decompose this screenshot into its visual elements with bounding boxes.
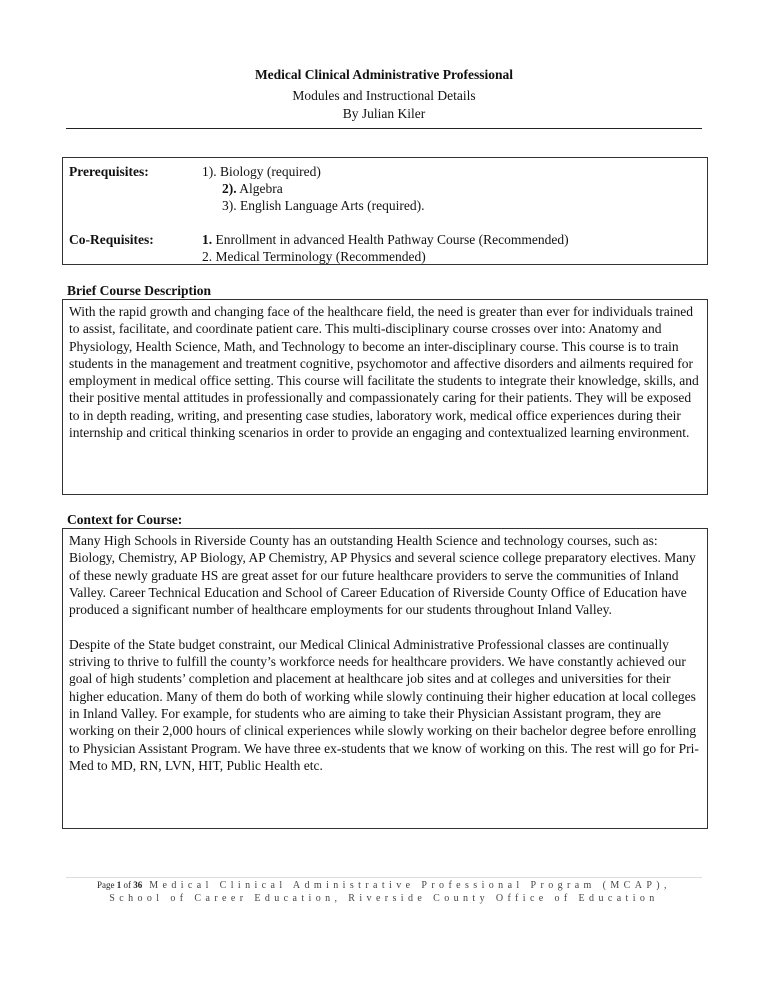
brief-description-box xyxy=(62,299,708,495)
page-number: Page 1 of 36 xyxy=(97,880,143,890)
document-title: Medical Clinical Administrative Professional xyxy=(254,67,514,82)
context-heading: Context for Course: xyxy=(67,512,183,527)
header-divider xyxy=(66,128,702,129)
brief-description-heading: Brief Course Description xyxy=(67,283,211,298)
corequisites-label: Co-Requisites: xyxy=(69,232,154,247)
footer-line-1: Page 1 of 36 Medical Clinical Administrative Professional Program (MCAP), xyxy=(97,880,671,891)
coreq-item: 1. Enrollment in advanced Health Pathway Course (Recommended) xyxy=(202,232,569,247)
document-author: By Julian Kiler xyxy=(342,106,426,121)
coreq-item: 2. Medical Terminology (Recommended) xyxy=(202,249,426,264)
prereq-item: 1). Biology (required) xyxy=(202,164,321,179)
context-paragraph: Many High Schools in Riverside County has an outstanding Health Science and technology courses, such as: Biology, Chemistry, AP Biology, AP Chemistry, AP Physics and several science college preparatory electives. Many of these newly graduate HS are great asset for our future healthcare providers to serve the communities of Inland Valley. Career Technical Education and School of Career Education of Riverside County Office of Education have produced a significant number of healthcare employments for our students throughout Inland Valley. xyxy=(69,533,696,618)
footer-divider xyxy=(66,877,702,878)
document-subtitle: Modules and Instructional Details xyxy=(292,88,476,103)
prerequisites-label: Prerequisites: xyxy=(69,164,149,179)
prereq-item: 2). Algebra xyxy=(222,181,283,196)
footer-line-2: School of Career Education, Riverside County Office of Education xyxy=(109,893,659,904)
context-box xyxy=(62,528,708,829)
brief-description-text: With the rapid growth and changing face of the healthcare field, the need is greater than ever for individuals trained to assist, facilitate, and coordinate patient care. This multi-disciplinary course crosses over into: Anatomy and Physiology, Health Science, Math, and Technology to become an inter-disciplinary course. This course is to train students in the management and treatment cognitive, psychomotor and affective disorders and ailments required for employment in medical office setting. This course will facilitate the students to integrate their knowledge, skills, and their positive mental attitudes in professionally and compassionately caring for their patients. They will be exposed to in depth reading, writing, and presenting case studies, laboratory work, medical office experiences during their internship and critical thinking scenarios in order to provide an engaging and contextualized learning environment. xyxy=(69,304,699,441)
prereq-item: 3). English Language Arts (required). xyxy=(222,198,425,213)
context-paragraph: Despite of the State budget constraint, our Medical Clinical Administrative Professional classes are continually striving to thrive to fulfill the county’s workforce needs for healthcare providers. We have constantly achieved our goal of high students’ completion and placement at healthcare job sites and at colleges and universities for their higher education. Many of them do both of working while slowly continuing their higher education at local colleges in Inland Valley. For example, for students who are aiming to take their Physician Assistant program, they are working on their 2,000 hours of clinical experiences while slowly working on their bachelor degree before enrolling to Physician Assistant Program. We have three ex-students that we know of working on this. The rest will go for Pri-Med to MD, RN, LVN, HIT, Public Health etc. xyxy=(69,636,699,773)
requisites-box xyxy=(62,157,708,265)
